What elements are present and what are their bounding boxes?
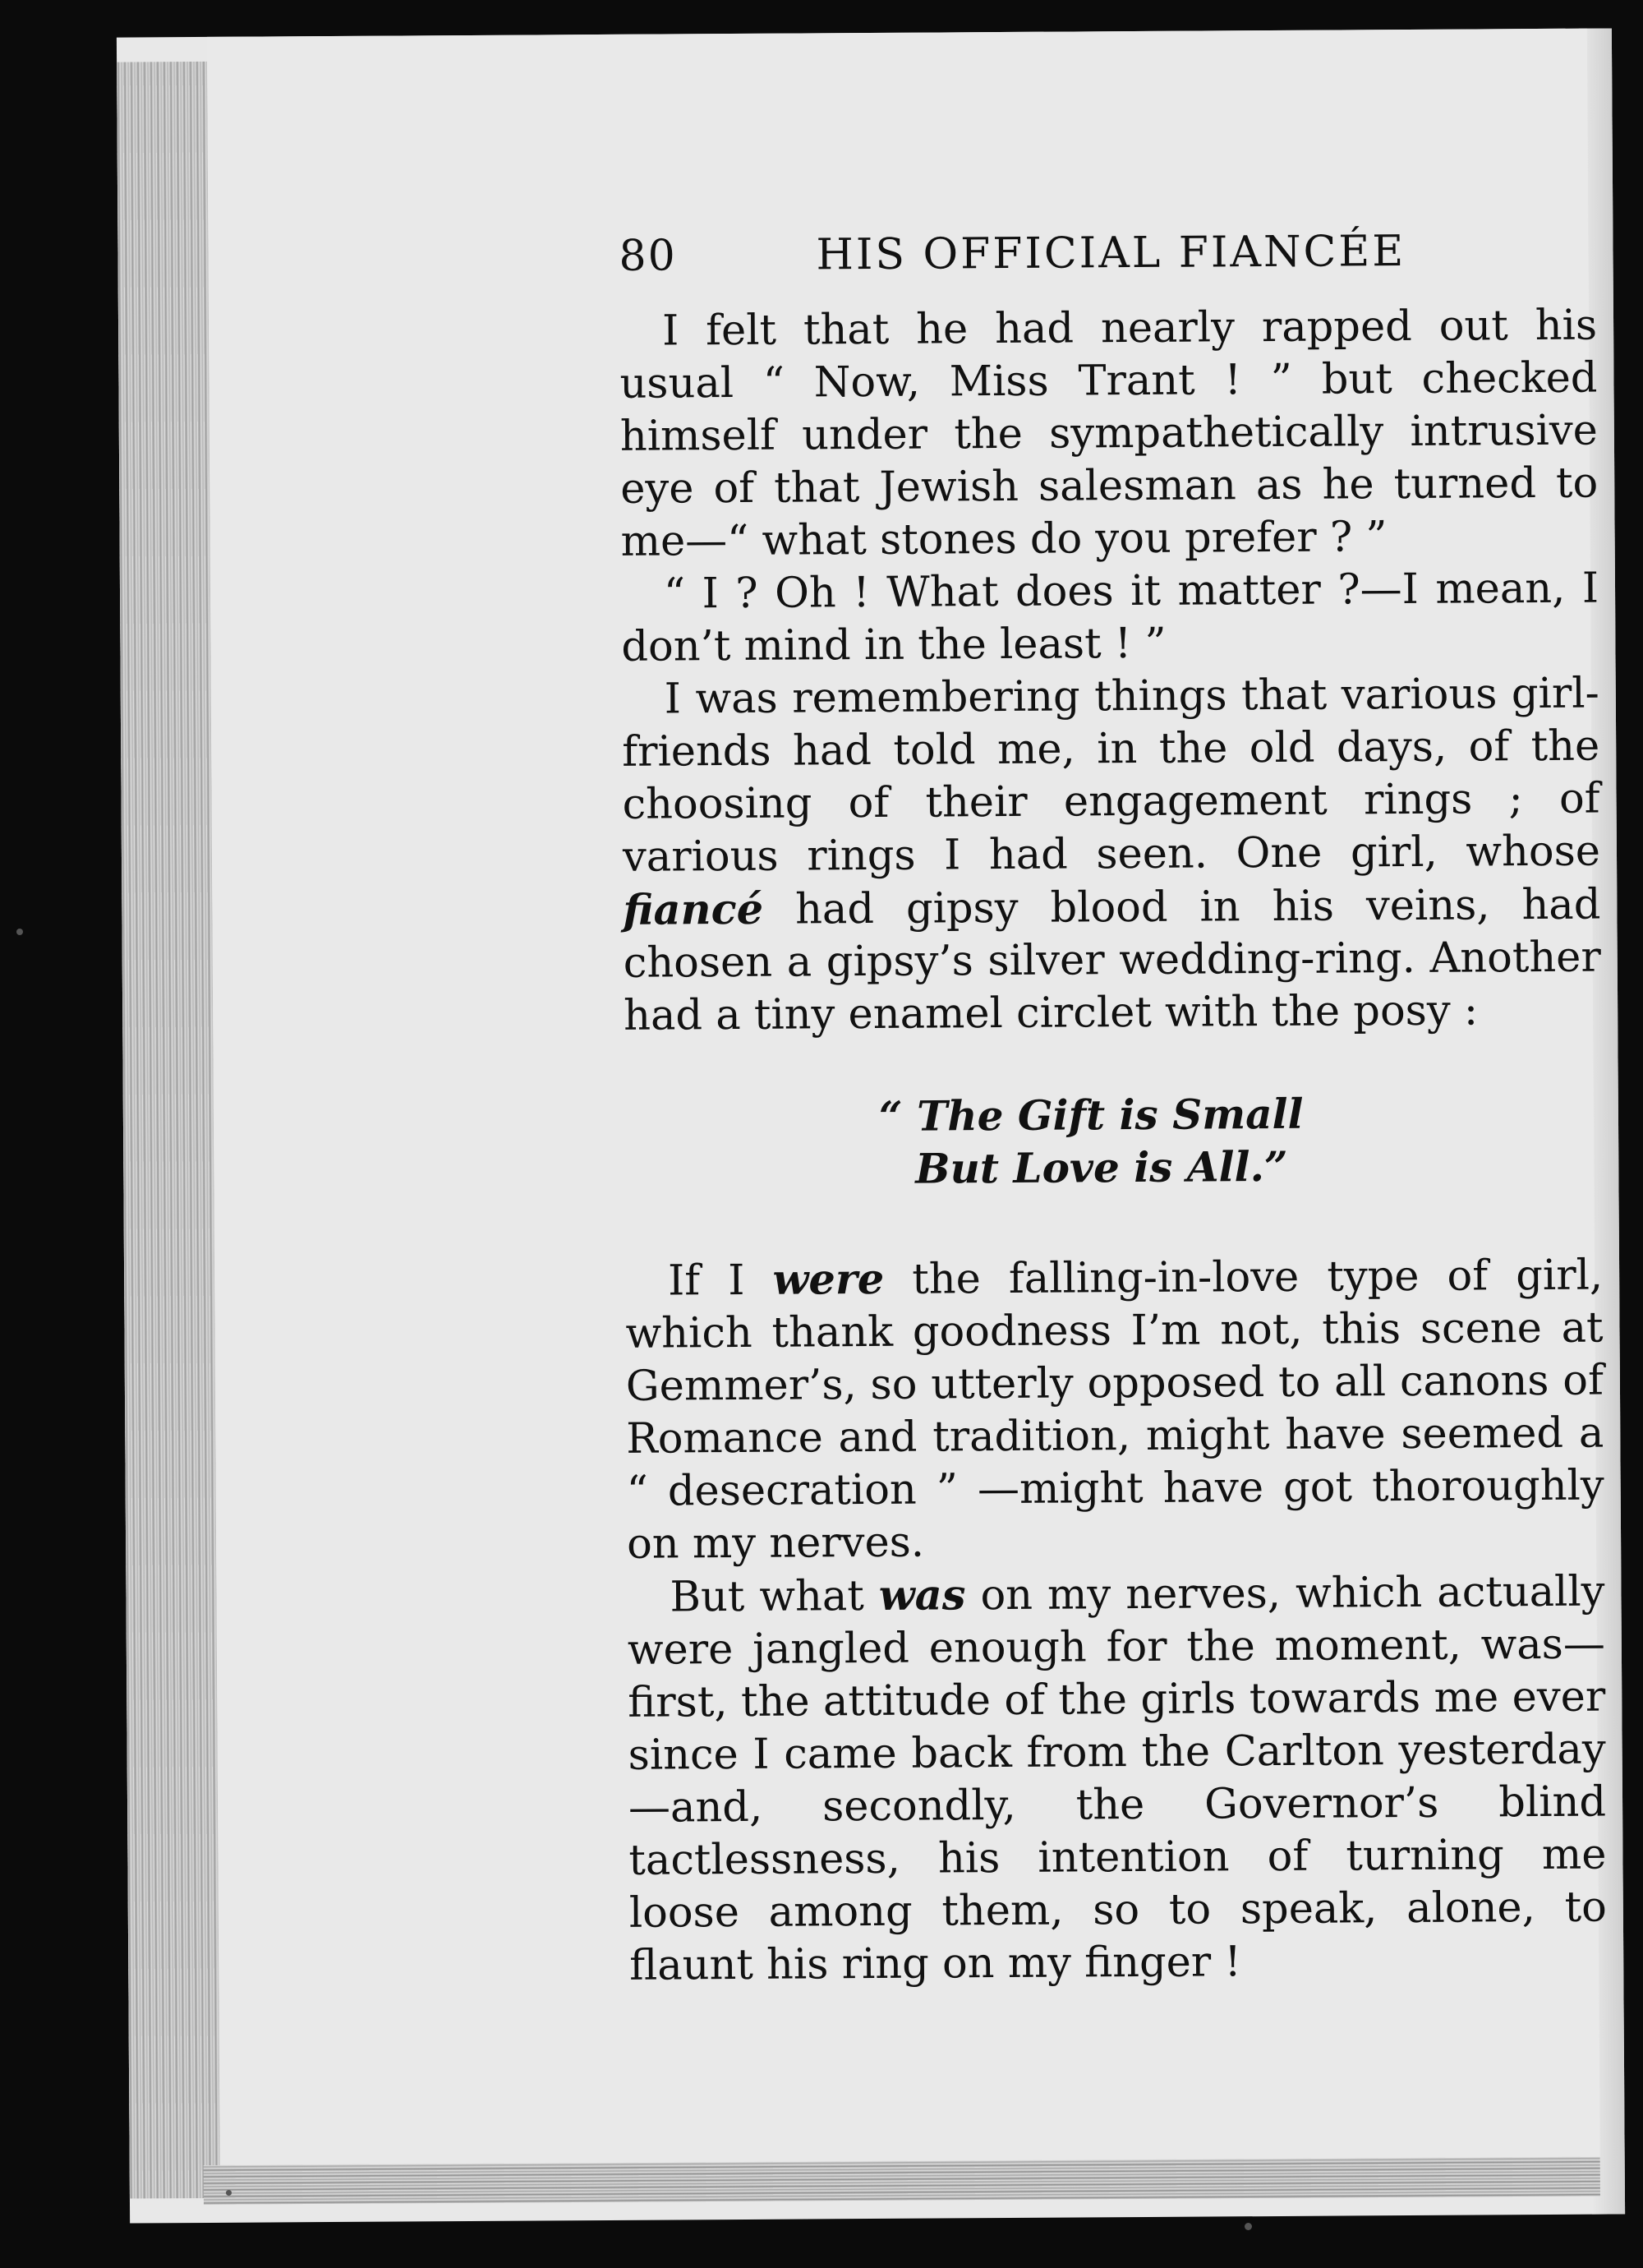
verse-line-2: But Love is All.”	[915, 1141, 1288, 1193]
paragraph-4-emphasis: were	[772, 1254, 885, 1305]
paragraph-3-text-b: had gipsy blood in his veins, had chosen a gipsy’s silver wedding-ring. Another had a tiny enamel circlet with the posy :	[623, 880, 1601, 1040]
posy-verse	[879, 1086, 1603, 1196]
running-title: HIS OFFICIAL FIANCÉE	[816, 227, 1406, 280]
paragraph-3-text-a: I was remembering things that various girl-friends had told me, in the old days, of the choosing of their engagement rings ; of various rings I had seen. One girl, whose	[622, 669, 1601, 882]
paragraph-4-text-a: If I	[667, 1256, 773, 1306]
paragraph-4-text-b: the falling-in-love type of girl, which thank goodness I’m not, this scene at Gemmer’s, so utterly opposed to all canons of Romance and tradition, might have seemed a “ desecration ” —might have got thoroughly on my nerves.	[625, 1251, 1604, 1569]
verse-line-1: “ The Gift is Small	[878, 1089, 1304, 1141]
paragraph-5	[627, 1565, 1607, 1993]
paragraph-5-text-a: But what	[670, 1571, 879, 1622]
paragraph-5-emphasis: was	[878, 1570, 966, 1620]
open-book	[117, 28, 1625, 2223]
book-page	[207, 29, 1608, 2174]
paragraph-1: I felt that he had nearly rapped out his usual “ Now, Miss Trant ! ” but checked himself under the sympathetically intrusive eye of that Jewish salesman as he turned to me—“ what stones do you prefer ? ”	[619, 301, 1599, 566]
paragraph-3-emphasis: fiancé	[623, 884, 764, 935]
page-number: 80	[619, 231, 677, 281]
paragraph-5-text-b: on my nerves, which actually were jangled enough for the moment, was—first, the attitude of the girls towards me ever since I came back from the Carlton yesterday—and, secondly, the Governor’s blind tactlessness, his intention of turning me loose among them, so to speak, alone, to flaunt his ring on my finger !	[627, 1567, 1608, 1990]
paragraph-4	[625, 1249, 1604, 1571]
page-edges-left	[117, 62, 220, 2199]
page-text-block	[619, 226, 1607, 1993]
paragraph-2: “ I ? Oh ! What does it matter ?—I mean, I don’t mind in the least ! ”	[621, 564, 1599, 671]
running-head	[619, 226, 1597, 306]
page-edges-bottom	[204, 2157, 1600, 2205]
paragraph-3	[622, 668, 1602, 1043]
